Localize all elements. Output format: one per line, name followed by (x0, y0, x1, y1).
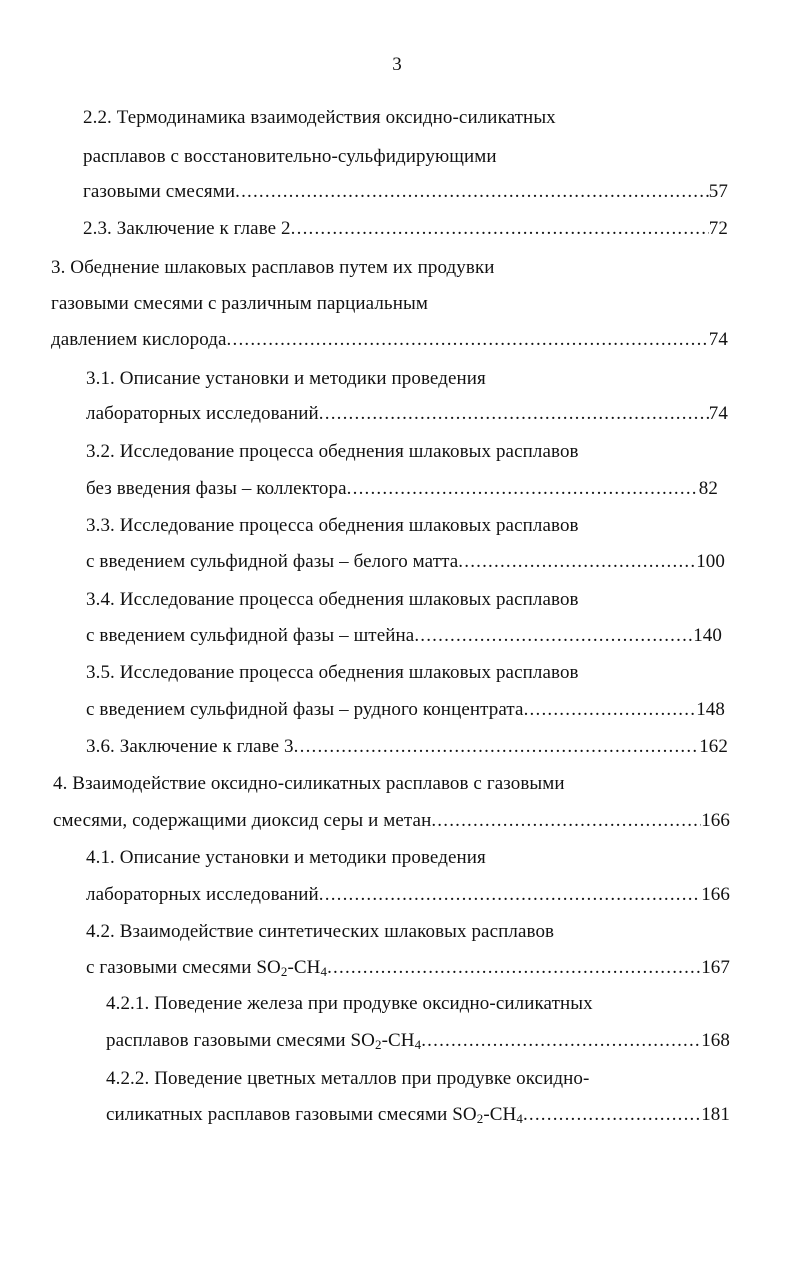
toc-entry-3-5-line-1: 3.5. Исследование процесса обеднения шлаковых расплавов (86, 662, 579, 683)
toc-entry-4-1-line-1: 4.1. Описание установки и методики проведения (86, 847, 486, 868)
subscript: 4 (516, 1111, 523, 1126)
toc-entry-2-2-line-3[interactable] (83, 180, 728, 204)
toc-entry-3-4-line-1: 3.4. Исследование процесса обеднения шлаковых расплавов (86, 589, 579, 610)
toc-entry-text: без введения фазы – коллектора (86, 478, 347, 499)
dot-leader (227, 328, 709, 352)
toc-entry-text: лабораторных исследований (86, 884, 319, 905)
toc-entry-4-2-2-line-1: 4.2.2. Поведение цветных металлов при продувке оксидно- (106, 1068, 590, 1089)
toc-page-number: 166 (701, 810, 730, 831)
subscript: 2 (374, 1037, 382, 1052)
toc-entry-3-1-line-2[interactable] (86, 402, 728, 426)
toc-entry-text-mid: -CH (287, 957, 321, 978)
toc-entry-text: давлением кислорода (51, 329, 227, 350)
dot-leader (458, 550, 696, 574)
toc-entry-3-line-1: 3. Обеднение шлаковых расплавов путем их продувки (51, 257, 495, 278)
toc-entry-2-2-line-1: 2.2. Термодинамика взаимодействия оксидно-силикатных (83, 107, 556, 128)
dot-leader (319, 883, 701, 907)
dot-leader (421, 1029, 701, 1053)
toc-entry-text: газовыми смесями (83, 181, 236, 202)
toc-entry-3-line-2: газовыми смесями с различным парциальным (51, 293, 428, 314)
toc-entry-4-line-2[interactable] (53, 809, 730, 833)
toc-entry-4-2-1-line-2[interactable] (106, 1029, 730, 1053)
dot-leader (235, 180, 709, 204)
toc-entry-3-4-line-2[interactable] (86, 624, 722, 648)
toc-entry-3-5-line-2[interactable] (86, 698, 725, 722)
toc-entry-3-3-line-1: 3.3. Исследование процесса обеднения шлаковых расплавов (86, 515, 579, 536)
toc-entry-text: с введением сульфидной фазы – белого матта (86, 551, 459, 572)
toc-page-number: 72 (708, 218, 728, 239)
toc-entry-text: с введением сульфидной фазы – штейна (86, 625, 415, 646)
toc-entry-text-mid: -CH (483, 1104, 517, 1125)
toc-entry-4-2-2-line-2[interactable] (106, 1103, 730, 1127)
dot-leader (524, 698, 697, 722)
toc-entry-3-2-line-2[interactable] (86, 477, 718, 501)
toc-entry-3-2-line-1: 3.2. Исследование процесса обеднения шлаковых расплавов (86, 441, 579, 462)
toc-page-number: 140 (693, 625, 722, 646)
toc-entry-text: с введением сульфидной фазы – рудного концентрата (86, 699, 524, 720)
dot-leader (291, 217, 709, 241)
subscript: 2 (280, 964, 288, 979)
toc-entry-4-2-line-2[interactable] (86, 956, 730, 980)
toc-entry-3-3-line-2[interactable] (86, 550, 725, 574)
subscript: 2 (476, 1111, 484, 1126)
toc-entry-text-prefix: силикатных расплавов газовыми смесями SO (106, 1104, 477, 1125)
toc-entry-text (86, 956, 327, 980)
dot-leader (414, 624, 693, 648)
toc-entry-text: 3.6. Заключение к главе 3 (86, 736, 294, 757)
toc-entry-3-1-line-1: 3.1. Описание установки и методики проведения (86, 368, 486, 389)
toc-entry-text-mid: -CH (381, 1030, 415, 1051)
toc-page-number: 166 (701, 884, 730, 905)
toc-entry-text-prefix: расплавов газовыми смесями SO (106, 1030, 375, 1051)
toc-entry-text (106, 1103, 523, 1127)
subscript: 4 (414, 1037, 422, 1052)
toc-entry-4-2-1-line-1: 4.2.1. Поведение железа при продувке оксидно-силикатных (106, 993, 593, 1014)
dot-leader (431, 809, 701, 833)
dot-leader (523, 1103, 701, 1127)
toc-page-number: 57 (708, 181, 728, 202)
toc-page-number: 162 (699, 736, 728, 757)
toc-page-number: 148 (696, 699, 725, 720)
subscript: 4 (320, 964, 328, 979)
toc-entry-2-2-line-2: расплавов с восстановительно-сульфидирующими (83, 146, 497, 167)
toc-page-number: 168 (701, 1030, 730, 1051)
dot-leader (347, 477, 699, 501)
toc-entry-4-1-line-2[interactable] (86, 883, 730, 907)
toc-entry-3-6[interactable] (86, 735, 728, 759)
toc-page-number: 167 (701, 957, 730, 978)
dot-leader (319, 402, 709, 426)
toc-entry-text: лабораторных исследований (86, 403, 319, 424)
toc-entry-text-prefix: с газовыми смесями SO (86, 957, 281, 978)
toc-entry-text (106, 1029, 421, 1053)
toc-page-number: 100 (696, 551, 725, 572)
dot-leader (294, 735, 700, 759)
toc-entry-3-line-3[interactable] (51, 328, 728, 352)
toc-page-number: 82 (698, 478, 718, 499)
toc-entry-text: 2.3. Заключение к главе 2 (83, 218, 291, 239)
dot-leader (327, 956, 701, 980)
toc-page-number: 74 (708, 329, 728, 350)
toc-entry-4-line-1: 4. Взаимодействие оксидно-силикатных расплавов с газовыми (53, 773, 565, 794)
page-number: 3 (392, 54, 402, 75)
toc-entry-text: смесями, содержащими диоксид серы и метан (53, 810, 432, 831)
toc-entry-4-2-line-1: 4.2. Взаимодействие синтетических шлаковых расплавов (86, 921, 555, 942)
toc-entry-2-3[interactable] (83, 217, 728, 241)
toc-page-number: 181 (701, 1104, 730, 1125)
toc-page-number: 74 (708, 403, 728, 424)
